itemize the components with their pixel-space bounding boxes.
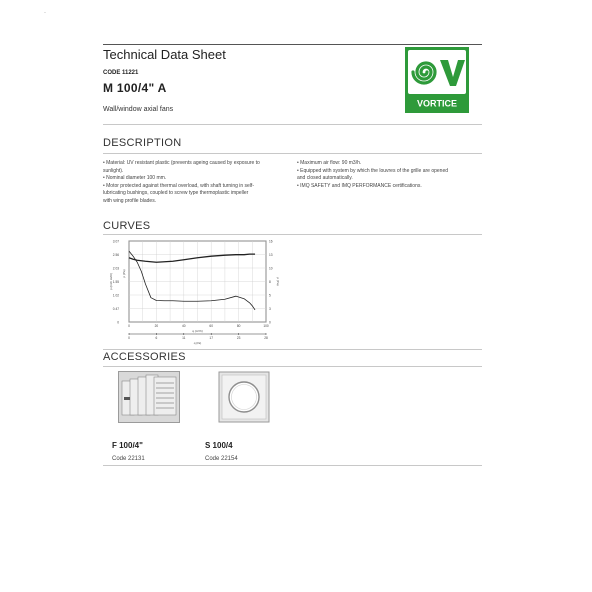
- wall-plate-product-image: [218, 371, 270, 423]
- model-name: M 100/4" A: [103, 81, 167, 95]
- desc-left-line: • Motor protected against thermal overload, with shaft turning in self-: [103, 182, 254, 189]
- desc-left-line: • Material: UV resistant plastic (prevents ageing caused by exposure to: [103, 160, 260, 166]
- x2-tick-label: 28: [264, 336, 268, 340]
- performance-chart-svg: [100, 236, 280, 346]
- x2-tick-label: 0: [128, 336, 130, 340]
- product-code: CODE 11221: [103, 70, 139, 76]
- description-rule: [103, 153, 482, 154]
- right-tick-label: 5: [269, 293, 271, 298]
- x-tick-label: 20: [154, 324, 159, 328]
- accessories-rule: [103, 366, 482, 367]
- x2-tick-label: 11: [182, 336, 186, 340]
- bottom-rule: [103, 465, 482, 466]
- product-subtitle: Wall/window axial fans: [103, 106, 174, 113]
- desc-right-line: • IMQ SAFETY and IMQ PERFORMANCE certifications.: [297, 182, 422, 189]
- desc-left-line: lubricating bushings, coupled to screw type thermoplastic impeller: [103, 190, 249, 196]
- page-title: Technical Data Sheet: [103, 47, 226, 62]
- y-axis-unit: p (inch H2O): [109, 272, 113, 291]
- curves-heading: CURVES: [103, 220, 151, 232]
- right-tick-label: 3: [269, 307, 271, 311]
- right-axis-unit: p (Pa): [276, 277, 280, 286]
- y-tick-label: 2.03: [112, 266, 119, 271]
- right-tick-label: 8: [269, 280, 271, 284]
- right-tick-label: 16: [269, 239, 273, 244]
- x-tick-label: 100: [263, 324, 269, 328]
- desc-left-line: • Nominal diameter 100 mm.: [103, 175, 167, 181]
- y-tick-label: 0.47: [112, 307, 119, 311]
- desc-right-line: • Maximum air flow: 90 m3/h.: [297, 160, 362, 166]
- vortice-logo: [405, 47, 469, 113]
- x-tick-label: 40: [182, 324, 186, 328]
- y-tick-label: 2.56: [112, 253, 119, 257]
- curves-rule: [103, 234, 482, 235]
- x-tick-label: 80: [236, 324, 241, 328]
- description-left-column: [103, 160, 288, 205]
- x2-tick-label: 23: [236, 336, 241, 340]
- right-tick-label: 13: [269, 253, 273, 257]
- x-tick-label: 60: [209, 324, 213, 328]
- grille-product-image: [118, 371, 180, 423]
- x2-tick-label: 6: [155, 336, 158, 340]
- accessories-heading: ACCESSORIES: [103, 351, 186, 363]
- desc-right-line: • Equipped with system by which the louvres of the grille are opened: [297, 167, 449, 174]
- y-tick-label: 3.07: [112, 239, 119, 244]
- header-top-rule: [103, 44, 482, 45]
- curves-bottom-rule: [103, 349, 482, 350]
- y-tick-label: 0: [117, 320, 119, 325]
- right-tick-label: 10: [269, 266, 273, 271]
- y-tick-label: 1.02: [112, 293, 119, 298]
- performance-chart: [100, 236, 280, 346]
- y-tick-label: 1.55: [112, 280, 119, 284]
- accessory-code: Code 22131: [112, 456, 145, 462]
- stray-mark: ·: [44, 10, 46, 16]
- x2-axis-unit: q (l/s): [193, 341, 202, 345]
- description-right-column: [297, 160, 482, 190]
- desc-right-line: and closed automatically.: [297, 175, 353, 181]
- accessory-name: F 100/4": [112, 441, 143, 450]
- x2-tick-label: 17: [209, 336, 213, 340]
- y-axis-unit-secondary: p (Pa): [122, 269, 126, 278]
- description-heading: DESCRIPTION: [103, 137, 182, 149]
- right-tick-label: 0: [269, 320, 271, 325]
- accessory-code: Code 22154: [205, 456, 238, 462]
- x-axis-unit: q (m³/h): [192, 329, 203, 333]
- divider: [103, 124, 482, 125]
- desc-left-line: sunlight).: [103, 167, 124, 174]
- desc-left-line: with wing profile blades.: [103, 197, 157, 204]
- accessory-name: S 100/4: [205, 441, 233, 450]
- x-tick-label: 0: [128, 324, 130, 328]
- logo-wordmark: VORTICE: [416, 98, 458, 109]
